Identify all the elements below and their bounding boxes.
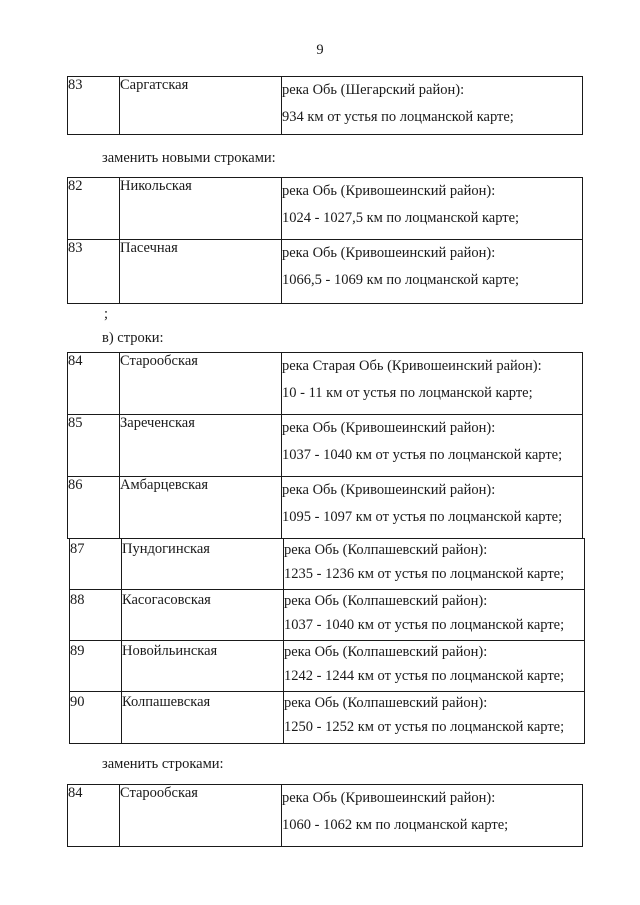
river-district: река Обь (Кривошеинский район): xyxy=(282,183,496,199)
table-replaced-saragatskaya xyxy=(67,76,583,135)
instruction-replace-new-rows: заменить новыми строками: xyxy=(102,150,276,166)
row-number: 84 xyxy=(68,353,120,415)
station-name: Пасечная xyxy=(120,240,282,304)
river-km: 1060 - 1062 км по лоцманской карте; xyxy=(282,817,509,833)
river-km: 934 км от устья по лоцманской карте; xyxy=(282,109,514,125)
instruction-rows: в) строки: xyxy=(102,330,164,346)
table-new-rows xyxy=(67,177,583,304)
station-location xyxy=(284,692,585,744)
station-name: Старообская xyxy=(120,353,282,415)
row-number: 89 xyxy=(70,641,122,692)
station-location xyxy=(282,178,583,240)
station-name: Новойльинская xyxy=(122,641,284,692)
table-row xyxy=(68,785,583,847)
river-district: река Обь (Колпашевский район): xyxy=(284,695,488,711)
table-row xyxy=(70,539,585,590)
station-name: Зареченская xyxy=(120,415,282,477)
river-district: река Обь (Кривошеинский район): xyxy=(282,420,496,436)
river-district: река Обь (Кривошеинский район): xyxy=(282,482,496,498)
table-row xyxy=(70,641,585,692)
river-km: 1066,5 - 1069 км по лоцманской карте; xyxy=(282,272,520,288)
river-km: 10 - 11 км от устья по лоцманской карте; xyxy=(282,385,533,401)
river-km: 1037 - 1040 км от устья по лоцманской карте; xyxy=(284,617,565,633)
river-district: река Обь (Шегарский район): xyxy=(282,82,465,98)
river-district: река Обь (Кривошеинский район): xyxy=(282,245,496,261)
station-name: Старообская xyxy=(120,785,282,847)
table-row xyxy=(68,77,583,135)
table-row xyxy=(70,692,585,744)
river-district: река Обь (Кривошеинский район): xyxy=(282,790,496,806)
river-km: 1095 - 1097 км от устья по лоцманской карте; xyxy=(282,509,563,525)
table-rows-kolpashevsky xyxy=(69,538,585,744)
row-number: 84 xyxy=(68,785,120,847)
river-km: 1024 - 1027,5 км по лоцманской карте; xyxy=(282,210,520,226)
river-district: река Обь (Колпашевский район): xyxy=(284,644,488,660)
station-name: Колпашевская xyxy=(122,692,284,744)
table-row xyxy=(68,477,583,539)
station-location xyxy=(282,785,583,847)
river-district: река Старая Обь (Кривошеинский район): xyxy=(282,358,542,374)
row-number: 85 xyxy=(68,415,120,477)
table-row xyxy=(68,178,583,240)
station-location xyxy=(282,415,583,477)
table-row xyxy=(70,590,585,641)
semicolon: ; xyxy=(104,306,109,322)
station-location xyxy=(282,477,583,539)
row-number: 86 xyxy=(68,477,120,539)
river-km: 1235 - 1236 км от устья по лоцманской карте; xyxy=(284,566,565,582)
row-number: 82 xyxy=(68,178,120,240)
station-location xyxy=(284,641,585,692)
row-number: 88 xyxy=(70,590,122,641)
row-number: 83 xyxy=(68,240,120,304)
station-name: Никольская xyxy=(120,178,282,240)
table-row xyxy=(68,415,583,477)
row-number: 87 xyxy=(70,539,122,590)
river-district: река Обь (Колпашевский район): xyxy=(284,593,488,609)
instruction-replace-rows: заменить строками: xyxy=(102,756,224,772)
river-km: 1250 - 1252 км от устья по лоцманской карте; xyxy=(284,719,565,735)
table-replacement-staroobskaya xyxy=(67,784,583,847)
table-row xyxy=(68,353,583,415)
row-number: 90 xyxy=(70,692,122,744)
station-location xyxy=(284,539,585,590)
river-km: 1037 - 1040 км от устья по лоцманской карте; xyxy=(282,447,563,463)
station-location xyxy=(284,590,585,641)
table-rows-krivosheinsky xyxy=(67,352,583,539)
station-location xyxy=(282,240,583,304)
row-number: 83 xyxy=(68,77,120,135)
station-name: Касогасовская xyxy=(122,590,284,641)
station-name: Амбарцевская xyxy=(120,477,282,539)
page-number: 9 xyxy=(316,42,324,58)
station-location xyxy=(282,77,583,135)
river-km: 1242 - 1244 км от устья по лоцманской карте; xyxy=(284,668,565,684)
river-district: река Обь (Колпашевский район): xyxy=(284,542,488,558)
station-name: Пундогинская xyxy=(122,539,284,590)
station-location xyxy=(282,353,583,415)
station-name: Саргатская xyxy=(120,77,282,135)
table-row xyxy=(68,240,583,304)
